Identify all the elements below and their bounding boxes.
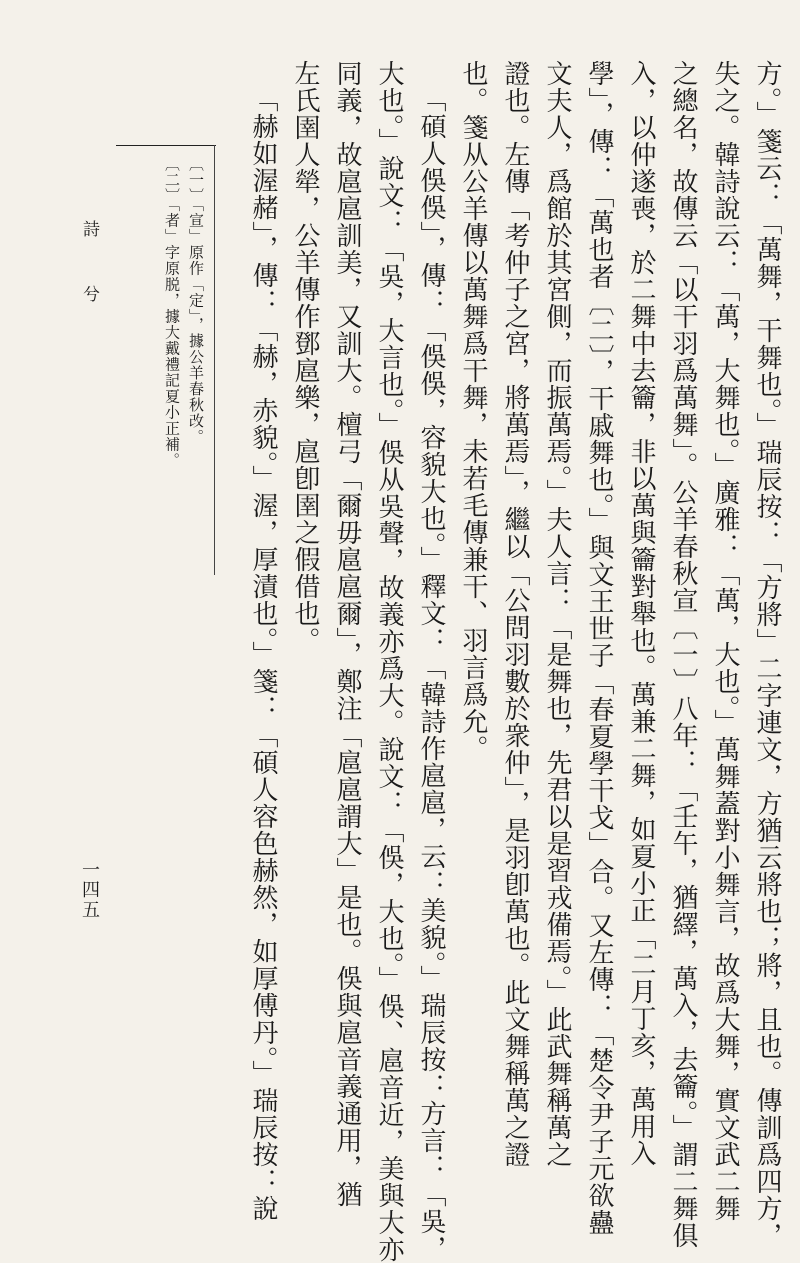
footnote-1: 〔一〕「宣」原作「定」，據公羊春秋改。	[187, 156, 205, 445]
running-head: 詩 兮	[79, 220, 99, 316]
text-column-8: 也。箋从公羊傳以萬舞爲干舞，未若毛傳兼干、羽言爲允。	[458, 60, 488, 762]
notes-divider-horizontal	[116, 145, 216, 146]
text-column-6: 文夫人，爲館於其宮側，而振萬焉。」夫人言：「是舞也，先君以是習戎備焉。」此武舞稱萬之	[542, 60, 572, 1168]
text-column-3: 之總名，故傳云「以干羽爲萬舞」。公羊春秋宣〔一〕八年：「壬午，猶繹，萬入，去籥。」謂二舞俱	[668, 60, 698, 1249]
text-column-7: 證也。左傳「考仲子之宮，將萬焉」，繼以「公問羽數於衆仲」，是羽卽萬也。此文舞稱萬之證	[500, 60, 530, 1168]
text-column-11: 同義，故扈扈訓美，又訓大。檀弓「爾毋扈扈爾」，鄭注「扈扈謂大」是也。俁與扈音義通用，猶	[332, 60, 362, 1208]
text-column-2: 失之。韓詩說云：「萬，大舞也。」廣雅：「萬，大也。」萬舞蓋對小舞言，故爲大舞，實文武二舞	[710, 60, 740, 1222]
text-column-4: 入，以仲遂喪，於二舞中去籥，非以萬與籥對舉也。萬兼二舞，如夏小正「二月丁亥，萬用入	[626, 60, 656, 1167]
text-column-13: 「赫如渥赭」，傳：「赫，赤貌。」渥，厚漬也。」箋：「碩人容色赫然，如厚傅丹。」瑞辰按：說	[248, 86, 278, 1222]
page-number: 一四五	[79, 860, 100, 920]
text-column-10: 大也。」說文：「吳，大言也。」俁从吳聲，故義亦爲大。說文：「俁，大也。」俁、扈音近，美與大亦	[374, 60, 404, 1263]
footnote-2: 〔二〕「者」字原脱，據大戴禮記夏小正補。	[163, 156, 181, 469]
text-column-12: 左氏圉人犖，公羊傳作鄧扈樂，扈卽圉之假借也。	[290, 60, 320, 654]
notes-divider-vertical	[214, 145, 215, 575]
text-column-1: 方。」箋云：「萬舞，干舞也。」瑞辰按：「方將」二字連文，方猶云將也；將，且也。傳訓爲四方，	[752, 60, 782, 1249]
text-column-9: 「碩人俁俁」，傳：「俁俁，容貌大也。」釋文：「韓詩作扈扈，云：美貌。」瑞辰按：方言：「吳，	[416, 86, 446, 1262]
text-column-5: 學」，傳：「萬也者〔二〕，干戚舞也。」與文王世子「春夏學干戈」合。又左傳：「楚令尹子元欲蠱	[584, 60, 614, 1236]
